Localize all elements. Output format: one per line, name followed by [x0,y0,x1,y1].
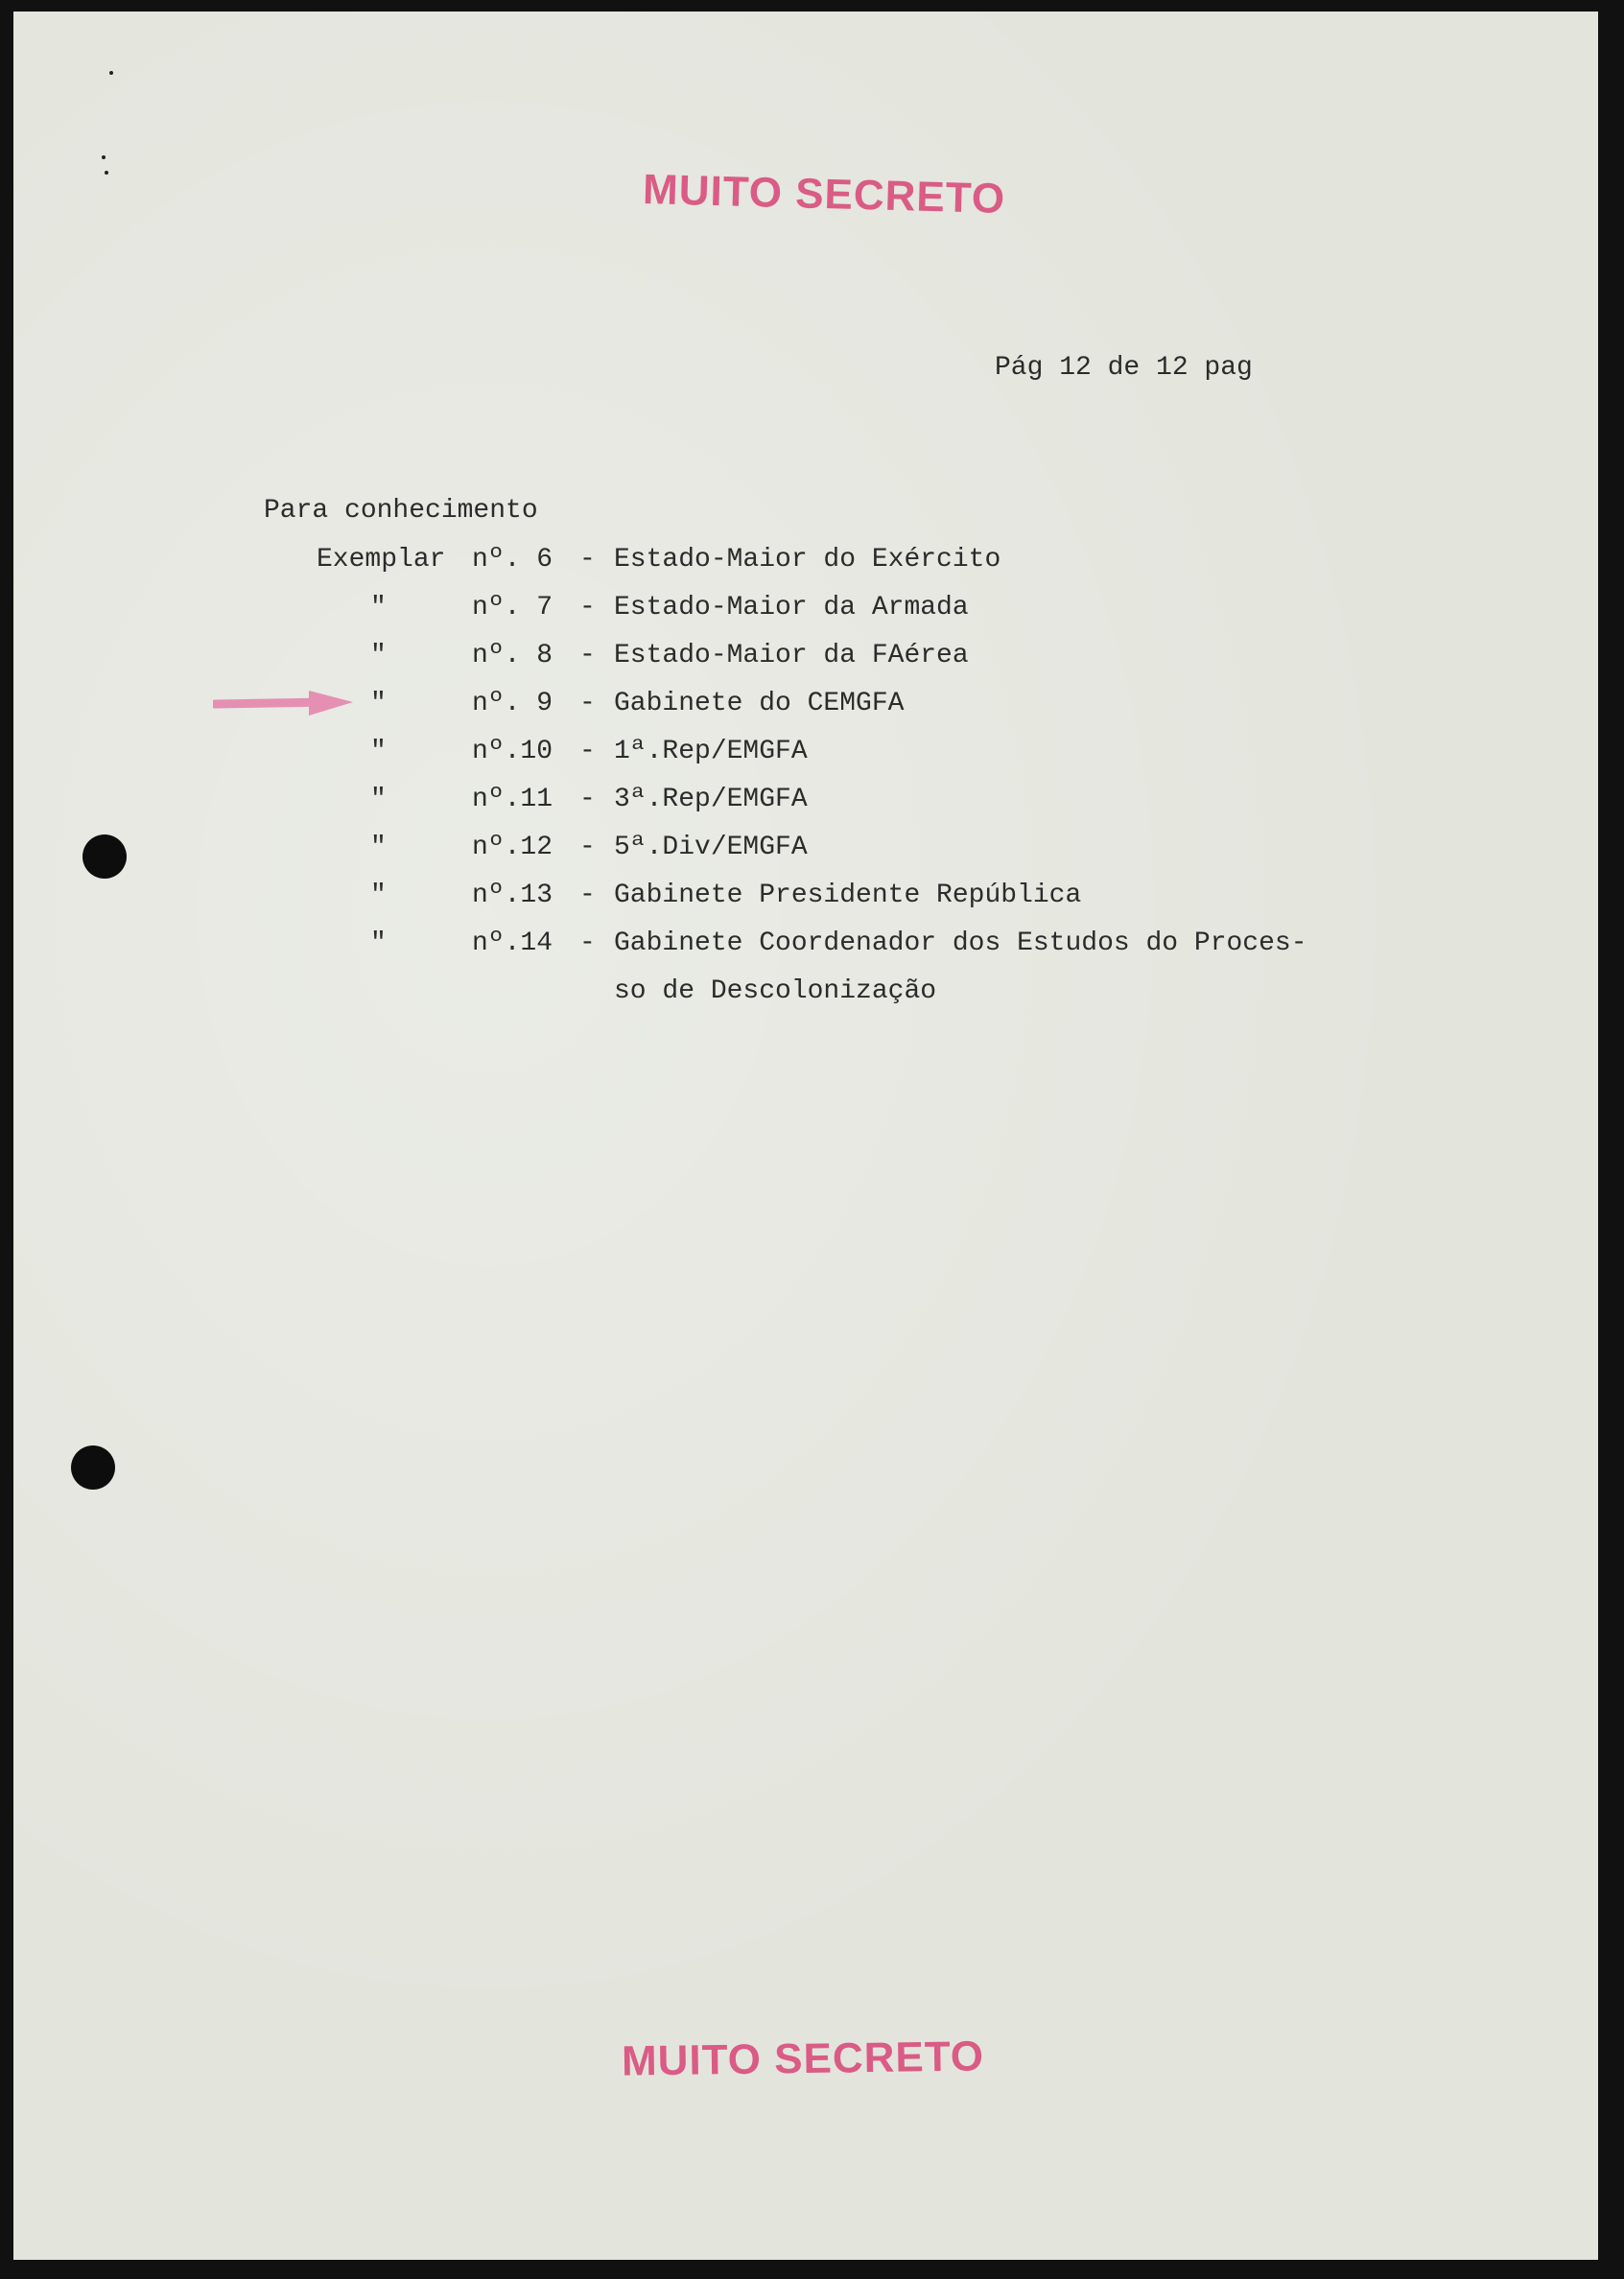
copy-number: nº.14 [472,928,553,958]
dash: - [579,689,596,718]
ditto-mark: " [370,881,387,910]
ditto-mark: " [370,593,387,623]
classification-stamp-top: MUITO SECRETO [642,166,1006,223]
punch-hole [82,834,127,879]
recipient: Estado-Maior da FAérea [614,641,969,670]
paper-speck [105,171,108,175]
ditto-mark: " [370,785,387,814]
copy-number: nº. 9 [472,689,553,718]
punch-hole [71,1445,115,1490]
copy-number: nº.12 [472,833,553,862]
recipient: Estado-Maior do Exército [614,545,1001,575]
copy-number: nº.11 [472,785,553,814]
ditto-mark: " [370,689,387,718]
paper-speck [109,71,113,75]
recipient: 1ª.Rep/EMGFA [614,737,808,766]
dash: - [579,545,596,575]
ditto-mark: " [370,641,387,670]
document-page [13,12,1598,2260]
paper-speck [102,155,106,159]
recipient-continuation: so de Descolonização [614,976,937,1006]
dash: - [579,881,596,910]
ditto-mark: " [370,737,387,766]
exemplar-label: Exemplar [317,545,446,575]
recipient: Gabinete do CEMGFA [614,689,905,718]
classification-stamp-bottom: MUITO SECRETO [621,2032,985,2085]
dash: - [579,641,596,670]
recipient: 3ª.Rep/EMGFA [614,785,808,814]
dash: - [579,737,596,766]
ditto-mark: " [370,833,387,862]
pink-arrow-icon [213,687,357,721]
recipient: Estado-Maior da Armada [614,593,969,623]
dash: - [579,593,596,623]
copy-number: nº. 6 [472,545,553,575]
recipient: 5ª.Div/EMGFA [614,833,808,862]
ditto-mark: " [370,928,387,958]
distribution-heading: Para conhecimento [264,496,538,526]
copy-number: nº. 8 [472,641,553,670]
recipient: Gabinete Presidente República [614,881,1082,910]
page-number: Pág 12 de 12 pag [995,353,1253,383]
recipient: Gabinete Coordenador dos Estudos do Proces- [614,928,1307,958]
dash: - [579,833,596,862]
dash: - [579,928,596,958]
copy-number: nº. 7 [472,593,553,623]
dash: - [579,785,596,814]
copy-number: nº.13 [472,881,553,910]
copy-number: nº.10 [472,737,553,766]
